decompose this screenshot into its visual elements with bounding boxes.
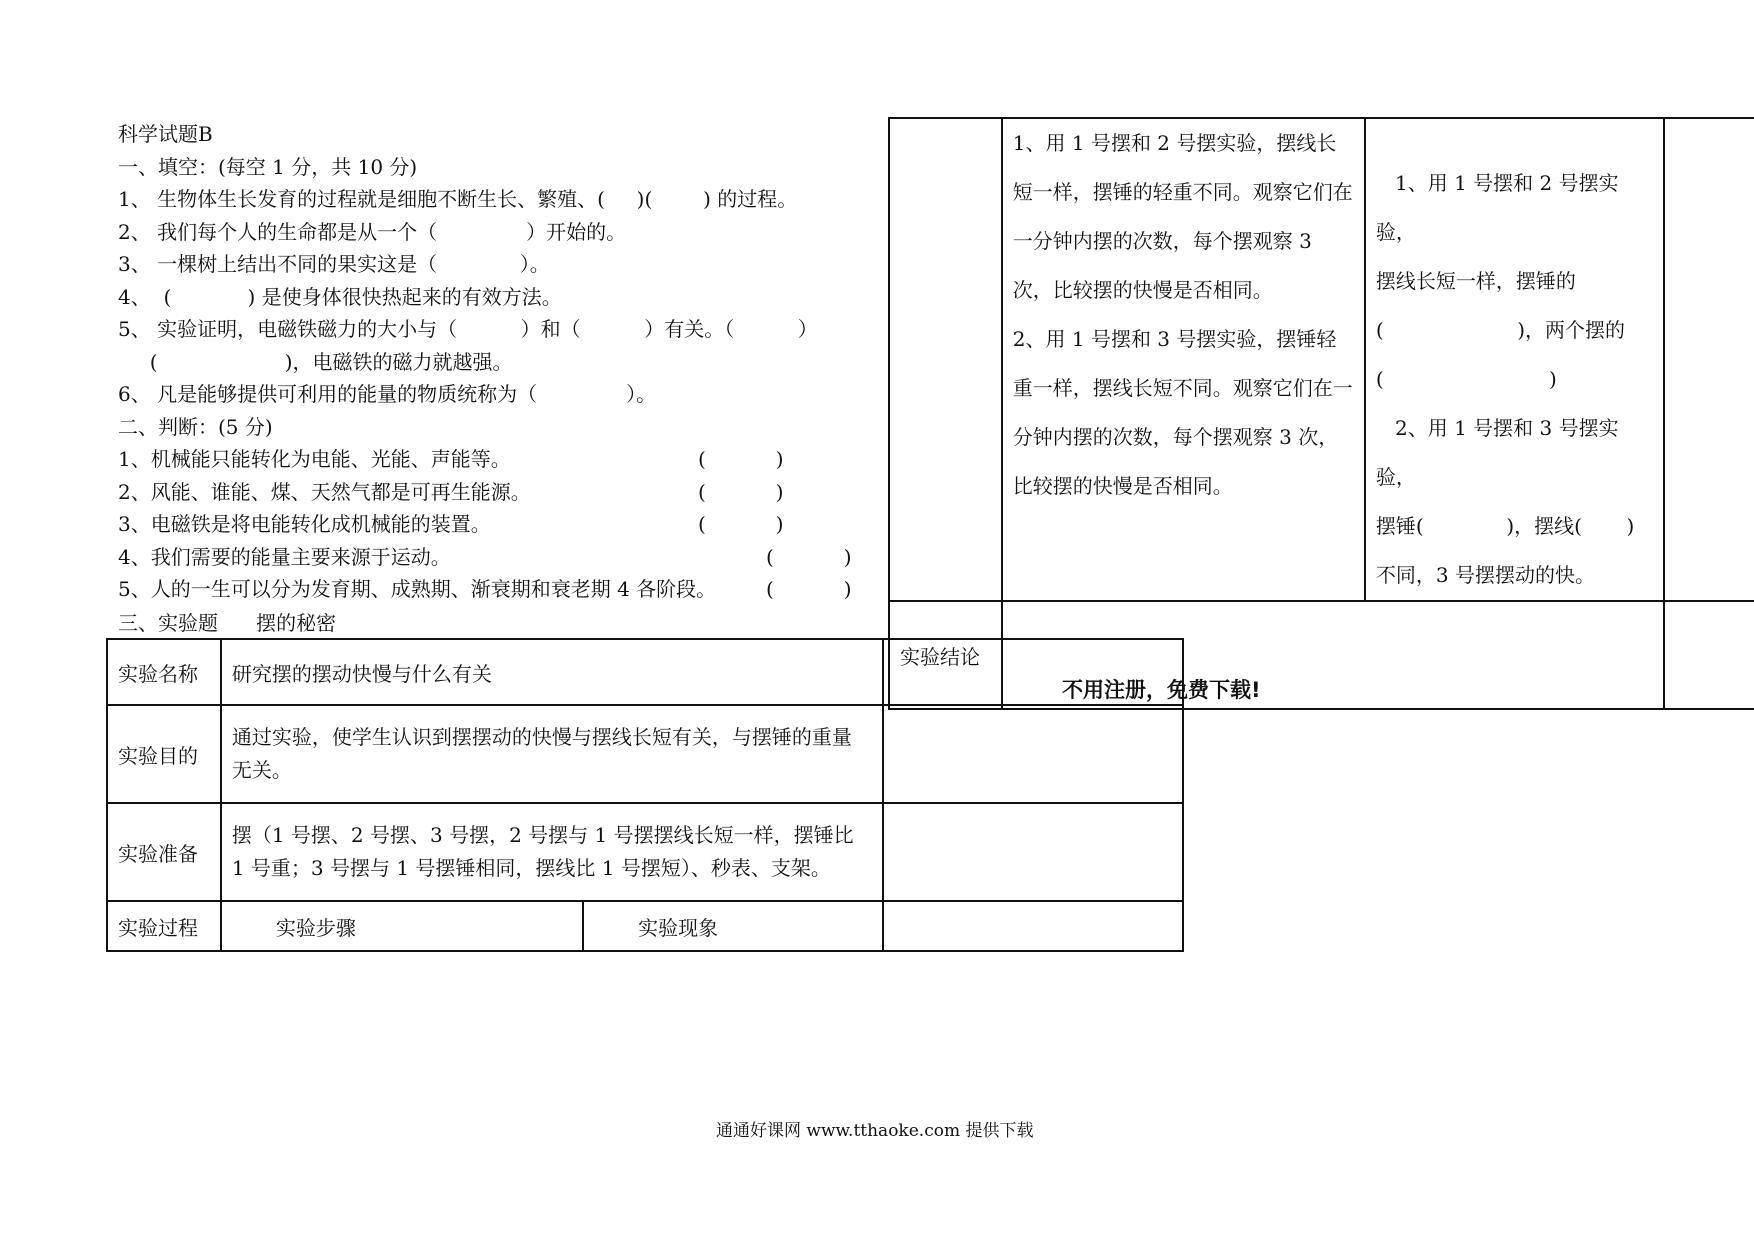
table-row [107,803,1183,901]
phenomena-label: 实验现象 [583,901,882,951]
judge-paren-2: ( ) [698,480,784,504]
judge-heading: 二、判断：(5 分) [118,415,273,439]
fill-item-6: 6、 凡是能够提供可利用的能量的物质统称为（ ）。 [118,382,657,406]
name-value: 研究摆的摆动快慢与什么有关 [221,639,883,705]
judge-item-5: 5、人的一生可以分为发育期、成熟期、渐衰期和衰老期 4 各阶段。 [118,577,717,601]
promo-text: 不用注册，免费下载! [1062,678,1261,702]
empty-cell [883,901,1183,951]
name-label: 实验名称 [107,639,221,705]
judge-item-2: 2、风能、谁能、煤、天然气都是可再生能源。 [118,480,531,504]
empty-cell [883,803,1183,901]
judge-item-4: 4、我们需要的能量主要来源于运动。 [118,545,451,569]
phenomena-line: 摆锤( )，摆线( ) [1375,514,1635,538]
phenomena-line: 摆线长短一样，摆锤的 [1375,269,1576,293]
experiment-heading: 三、实验题 摆的秘密 [118,611,337,635]
table-row [107,705,1183,803]
phenomena-cell [1365,118,1664,601]
prep-label: 实验准备 [107,803,221,901]
empty-cell [1664,118,1754,601]
empty-cell [1664,601,1754,709]
phenomena-line: 2、用 1 号摆和 3 号摆实验， [1375,416,1619,489]
judge-item-1: 1、机械能只能转化为电能、光能、声能等。 [118,447,511,471]
phenomena-line: ( ) [1375,367,1557,391]
phenomena-line: ( )，两个摆的 [1375,318,1626,342]
empty-cell [889,118,1002,601]
judge-paren-3: ( ) [698,512,784,536]
fill-item-5-cont: ( )，电磁铁的磁力就越强。 [118,350,513,374]
table-row [889,601,1754,709]
fill-item-2: 2、 我们每个人的生命都是从一个（ ）开始的。 [118,220,627,244]
table-row [107,901,1183,951]
page-title: 科学试题B [118,122,213,146]
table-row [889,118,1754,601]
judge-paren-1: ( ) [698,447,784,471]
fill-item-5: 5、 实验证明，电磁铁磁力的大小与（ ）和（ ）有关。（ ） [118,317,818,341]
fill-item-1: 1、 生物体生长发育的过程就是细胞不断生长、繁殖、( )( ) 的过程。 [118,187,798,211]
steps-label: 实验步骤 [221,901,583,951]
purpose-value: 通过实验，使学生认识到摆摆动的快慢与摆线长短有关，与摆锤的重量无关。 [221,705,883,803]
phenomena-line: 不同，3 号摆摆动的快。 [1375,563,1595,587]
footer-text: 通通好课网 www.tthaoke.com 提供下载 [716,1121,1034,1141]
fill-item-4: 4、 ( ) 是使身体很快热起来的有效方法。 [118,285,562,309]
fill-heading: 一、填空：(每空 1 分，共 10 分) [118,155,418,179]
process-label: 实验过程 [107,901,221,951]
judge-paren-4: ( ) [766,545,852,569]
judge-paren-5: ( ) [766,577,852,601]
phenomena-line: 1、用 1 号摆和 2 号摆实验， [1375,171,1619,244]
judge-item-3: 3、电磁铁是将电能转化成机械能的装置。 [118,512,491,536]
steps-text: 1、用 1 号摆和 2 号摆实验，摆线长短一样，摆锤的轻重不同。观察它们在一分钟内摆的次数，每个摆观察 3 次，比较摆的快慢是否相同。 2、用 1 号摆和 3 号摆实验，摆锤轻重一样，摆线长短不同。观察它们在一分钟内摆的次数，每个摆观察 3 次，比较摆的快慢是否相同。 [1002,118,1365,601]
conclusion-label: 实验结论 [889,601,1002,709]
fill-item-3: 3、 一棵树上结出不同的果实这是（ ）。 [118,252,550,276]
purpose-label: 实验目的 [107,705,221,803]
empty-cell [883,705,1183,803]
experiment-process-table [888,117,1754,710]
prep-value: 摆（1 号摆、2 号摆、3 号摆，2 号摆与 1 号摆摆线长短一样，摆锤比 1 号重；3 号摆与 1 号摆锤相同，摆线比 1 号摆短）、秒表、支架。 [221,803,883,901]
